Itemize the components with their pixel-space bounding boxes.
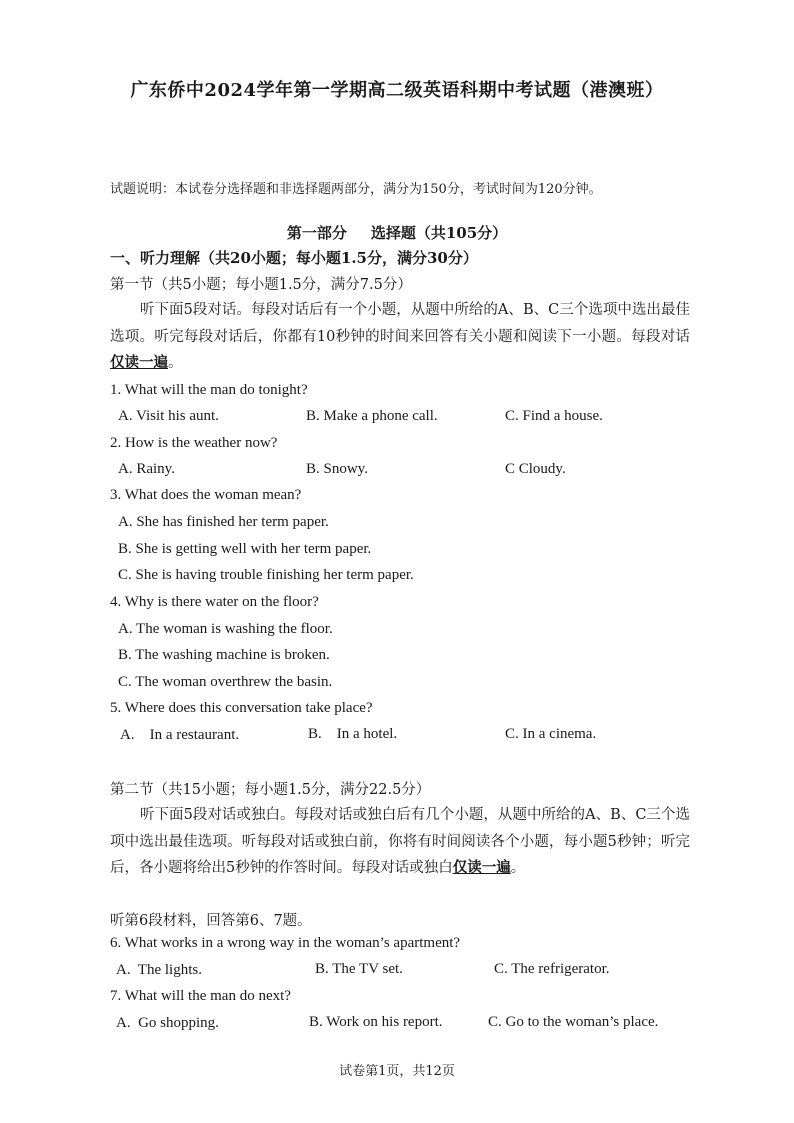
section-one-heading: 第一节（共5小题；每小题1.5分，满分7.5分） [110, 277, 412, 293]
question-6-option-b: B. The TV set. [315, 961, 403, 977]
section-two-directions [110, 802, 690, 882]
section-one-directions-text: 听下面5段对话。每段对话后有一个小题，从题中所给的A、B、C三个选项中选出最佳选项。听完每段对话后，你都有10秒钟的时间来回答有关小题和阅读下一小题。每段对话 [110, 302, 690, 345]
section-one-emphasis: 仅读一遍 [110, 354, 168, 371]
question-5-option-c: C. In a cinema. [505, 726, 597, 742]
question-2-option-a: A. Rainy. [118, 461, 175, 477]
section-two-directions-end: 。 [510, 860, 526, 876]
question-6-option-a: A. The lights. [116, 962, 202, 978]
question-7-option-c: C. Go to the woman’s place. [488, 1014, 659, 1030]
question-2-stem: 2. How is the weather now? [110, 435, 278, 451]
question-4-option-b: B. The washing machine is broken. [118, 647, 330, 663]
part-one-name: 第一部分 [286, 224, 347, 242]
question-3-option-b: B. She is getting well with her term paper. [118, 541, 372, 557]
question-1-stem: 1. What will the man do tonight? [110, 382, 308, 398]
question-1-option-b: B. Make a phone call. [306, 408, 438, 424]
question-1-option-c: C. Find a house. [505, 408, 603, 424]
question-6-option-c: C. The refrigerator. [494, 961, 610, 977]
part-one-label: 选择题（共105分） [370, 224, 508, 242]
exam-title: 广东侨中2024学年第一学期高二级英语科期中考试题（港澳班） [130, 80, 664, 101]
question-3-option-c: C. She is having trouble finishing her term paper. [118, 567, 414, 583]
exam-instructions: 试题说明：本试卷分选择题和非选择题两部分，满分为150分，考试时间为120分钟。 [110, 182, 602, 197]
section-one-directions-end: 。 [168, 355, 183, 371]
page-footer: 试卷第1页，共12页 [339, 1064, 455, 1079]
question-2-option-b: B. Snowy. [306, 461, 368, 477]
question-6-stem: 6. What works in a wrong way in the woman’s apartment? [110, 935, 461, 951]
section-two-directions-text: 听下面5段对话或独白。每段对话或独白后有几个小题，从题中所给的A、B、C三个选项中选出最佳选项。听每段对话或独白前，你将有时间阅读各个小题，每小题5秒钟；听完后，各小题将给出5秒钟的作答时间。每段对话或独白 [110, 807, 690, 876]
question-4-option-c: C. The woman overthrew the basin. [118, 674, 333, 690]
section-two-heading: 第二节（共15小题；每小题1.5分，满分22.5分） [110, 782, 431, 798]
question-7-stem: 7. What will the man do next? [110, 988, 291, 1004]
question-4-option-a: A. The woman is washing the floor. [118, 621, 333, 637]
section-two-emphasis: 仅读一遍 [452, 859, 511, 876]
question-2-option-c: C Cloudy. [505, 461, 566, 477]
question-7-option-b: B. Work on his report. [309, 1014, 443, 1030]
question-5-option-b: B. In a hotel. [308, 726, 398, 742]
question-7-option-a: A. Go shopping. [116, 1015, 219, 1031]
question-3-stem: 3. What does the woman mean? [110, 487, 302, 503]
question-5-stem: 5. Where does this conversation take place? [110, 700, 373, 716]
question-5-option-a: A. In a restaurant. [120, 727, 240, 743]
listening-heading: 一、听力理解（共20小题；每小题1.5分，满分30分） [110, 249, 478, 267]
question-3-option-a: A. She has finished her term paper. [118, 514, 329, 530]
question-4-stem: 4. Why is there water on the floor? [110, 594, 319, 610]
material-note: 听第6段材料，回答第6、7题。 [110, 913, 312, 929]
section-one-directions [110, 297, 690, 377]
question-1-option-a: A. Visit his aunt. [118, 408, 219, 424]
part-one-title [0, 222, 794, 243]
